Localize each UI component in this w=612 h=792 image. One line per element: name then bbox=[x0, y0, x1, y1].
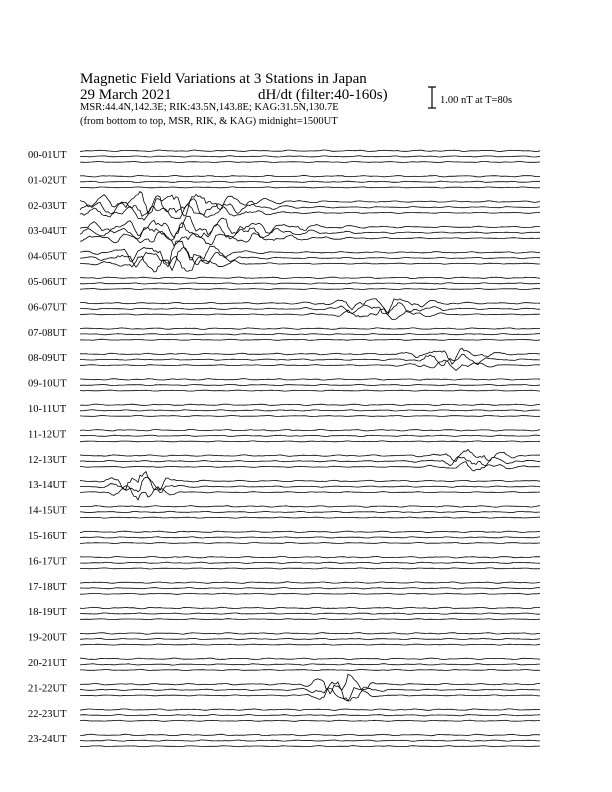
trace-kag bbox=[80, 450, 540, 462]
hour-label: 02-03UT bbox=[28, 200, 67, 212]
trace-kag bbox=[80, 348, 540, 364]
trace-kag bbox=[80, 582, 540, 584]
trace-rik bbox=[80, 664, 540, 665]
trace-msr bbox=[80, 187, 540, 188]
trace-kag bbox=[80, 299, 540, 313]
trace-kag bbox=[80, 658, 540, 660]
trace-msr bbox=[80, 256, 540, 272]
hour-labels bbox=[28, 150, 67, 745]
trace-msr bbox=[80, 415, 540, 416]
trace-msr bbox=[80, 360, 540, 370]
trace-rik bbox=[80, 562, 540, 563]
trace-rik bbox=[80, 715, 540, 716]
hour-label: 11-12UT bbox=[28, 429, 67, 441]
hour-label: 04-05UT bbox=[28, 251, 67, 263]
trace-rik bbox=[80, 156, 540, 157]
trace-rik bbox=[80, 303, 540, 314]
trace-msr bbox=[80, 309, 540, 320]
trace-rik bbox=[80, 537, 540, 538]
trace-kag bbox=[80, 734, 540, 736]
trace-rik bbox=[80, 283, 540, 284]
trace-msr bbox=[80, 161, 540, 162]
trace-kag bbox=[80, 633, 540, 635]
trace-msr bbox=[80, 542, 540, 543]
trace-kag bbox=[80, 674, 540, 694]
trace-kag bbox=[80, 506, 540, 508]
trace-kag bbox=[80, 557, 540, 559]
trace-msr bbox=[80, 669, 540, 670]
hour-label: 09-10UT bbox=[28, 378, 67, 390]
hour-label: 23-24UT bbox=[28, 734, 67, 746]
trace-kag bbox=[80, 379, 540, 381]
chart-quantity: dH/dt (filter:40-160s) bbox=[258, 87, 388, 103]
trace-rik bbox=[80, 410, 540, 411]
trace-rik bbox=[80, 457, 540, 466]
hour-label: 18-19UT bbox=[28, 607, 67, 619]
trace-rik bbox=[80, 354, 540, 365]
trace-kag bbox=[80, 404, 540, 406]
trace-kag bbox=[80, 277, 540, 279]
hour-label: 19-20UT bbox=[28, 632, 67, 644]
hour-label: 22-23UT bbox=[28, 708, 67, 720]
trace-msr bbox=[80, 619, 540, 620]
trace-msr bbox=[80, 231, 540, 246]
hour-label: 12-13UT bbox=[28, 454, 67, 466]
scale-bar bbox=[428, 87, 436, 108]
trace-kag bbox=[80, 150, 540, 152]
hour-label: 15-16UT bbox=[28, 531, 67, 542]
hour-label: 10-11UT bbox=[28, 404, 67, 415]
trace-rik bbox=[80, 511, 540, 512]
hour-label: 07-08UT bbox=[28, 327, 67, 339]
hour-label: 00-01UT bbox=[28, 150, 67, 161]
trace-rik bbox=[80, 588, 540, 589]
trace-msr bbox=[80, 568, 540, 569]
hour-label: 05-06UT bbox=[28, 277, 67, 288]
station-coordinates: MSR:44.4N,142.3E; RIK:43.5N,143.8E; KAG:31.5N,130.7E bbox=[80, 102, 339, 113]
trace-msr bbox=[80, 746, 540, 747]
hour-label: 20-21UT bbox=[28, 658, 67, 669]
hour-label: 13-14UT bbox=[28, 480, 67, 492]
hour-label: 01-02UT bbox=[28, 175, 67, 187]
trace-rik bbox=[80, 613, 540, 614]
trace-kag bbox=[80, 216, 540, 237]
trace-rik bbox=[80, 181, 540, 182]
trace-kag bbox=[80, 709, 540, 711]
hour-label: 17-18UT bbox=[28, 581, 67, 593]
station-traces bbox=[80, 150, 540, 747]
scale-bar-label: 1.00 nT at T=80s bbox=[440, 95, 513, 106]
hour-label: 16-17UT bbox=[28, 556, 67, 568]
hour-label: 03-04UT bbox=[28, 226, 67, 238]
trace-kag bbox=[80, 531, 540, 533]
trace-kag bbox=[80, 607, 540, 609]
hour-label: 21-22UT bbox=[28, 683, 67, 695]
trace-order-note: (from bottom to top, MSR, RIK, & KAG) midnight=1500UT bbox=[80, 116, 338, 127]
trace-kag bbox=[80, 472, 540, 491]
trace-msr bbox=[80, 486, 540, 500]
trace-rik bbox=[80, 638, 540, 639]
trace-msr bbox=[80, 517, 540, 518]
hour-label: 08-09UT bbox=[28, 353, 67, 365]
trace-msr bbox=[80, 720, 540, 721]
hour-label: 14-15UT bbox=[28, 505, 67, 517]
trace-kag bbox=[80, 175, 540, 177]
trace-rik bbox=[80, 384, 540, 385]
trace-msr bbox=[80, 339, 540, 340]
trace-rik bbox=[80, 334, 540, 335]
trace-msr bbox=[80, 289, 540, 290]
trace-kag bbox=[80, 328, 540, 330]
trace-msr bbox=[80, 593, 540, 594]
trace-msr bbox=[80, 644, 540, 645]
chart-title: Magnetic Field Variations at 3 Stations in Japan bbox=[80, 71, 367, 87]
trace-msr bbox=[80, 441, 540, 442]
trace-rik bbox=[80, 435, 540, 436]
trace-msr bbox=[80, 390, 540, 391]
chart-date: 29 March 2021 bbox=[80, 87, 172, 103]
trace-kag bbox=[80, 429, 540, 431]
hour-label: 06-07UT bbox=[28, 302, 67, 314]
trace-rik bbox=[80, 740, 540, 741]
